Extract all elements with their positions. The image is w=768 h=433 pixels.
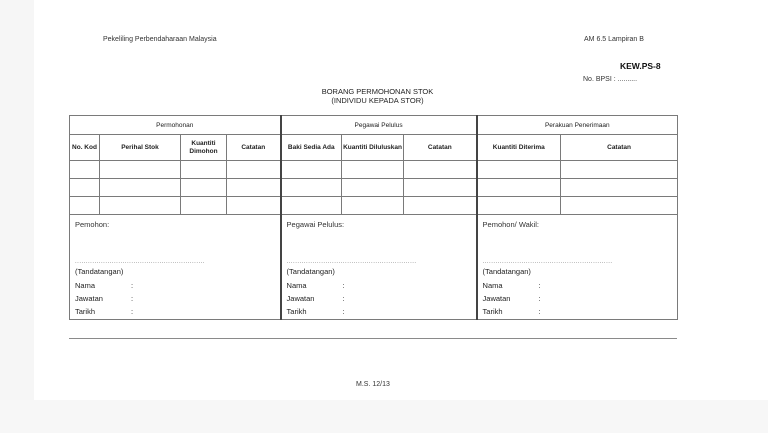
footer-divider	[69, 338, 677, 339]
colon: :	[538, 294, 541, 303]
colon: :	[342, 281, 345, 290]
scan-bottom-margin	[0, 400, 768, 433]
table-cell[interactable]	[100, 197, 181, 215]
table-cell[interactable]	[342, 197, 404, 215]
bpsi-number: No. BPSI : ..........	[583, 76, 638, 83]
signature-role: Pemohon/ Wakil:	[482, 220, 539, 229]
table-cell[interactable]	[561, 179, 678, 197]
table-cell[interactable]	[281, 197, 342, 215]
position-field[interactable]	[75, 294, 133, 303]
column-header-baki-sedia-ada: Baki Sedia Ada	[281, 135, 342, 161]
table-cell[interactable]	[561, 197, 678, 215]
table-cell[interactable]	[477, 197, 561, 215]
date-label: Tarikh	[75, 307, 96, 316]
table-cell[interactable]	[404, 161, 477, 179]
table-cell[interactable]	[342, 161, 404, 179]
table-row	[70, 197, 678, 215]
column-header-catatan: Catatan	[561, 135, 678, 161]
table-cell[interactable]	[281, 179, 342, 197]
circular-reference: Pekeliling Perbendaharaan Malaysia	[103, 36, 217, 43]
table-cell[interactable]	[70, 179, 100, 197]
table-row	[70, 161, 678, 179]
name-label: Nama	[286, 281, 307, 290]
name-label: Nama	[482, 281, 503, 290]
colon: :	[538, 307, 541, 316]
table-cell[interactable]	[227, 161, 281, 179]
signature-role: Pemohon:	[75, 220, 110, 229]
signature-caption: (Tandatangan)	[482, 267, 531, 276]
signature-caption: (Tandatangan)	[286, 267, 335, 276]
table-cell[interactable]	[100, 179, 181, 197]
table-cell[interactable]	[227, 197, 281, 215]
group-header-pegawai-pelulus: Pegawai Pelulus	[281, 116, 477, 135]
table-cell[interactable]	[477, 161, 561, 179]
name-label: Nama	[75, 281, 96, 290]
group-header-perakuan-penerimaan: Perakuan Penerimaan	[477, 116, 678, 135]
date-field[interactable]	[287, 307, 345, 316]
signature-block-pegawai-pelulus	[281, 215, 477, 320]
table-cell[interactable]	[181, 179, 227, 197]
column-header-perihal-stok: Perihal Stok	[100, 135, 181, 161]
column-header-no-kod: No. Kod	[70, 135, 100, 161]
date-field[interactable]	[483, 307, 541, 316]
signature-role: Pegawai Pelulus:	[286, 220, 345, 229]
colon: :	[342, 294, 345, 303]
table-cell[interactable]	[342, 179, 404, 197]
column-header-kuantiti-diluluskan: Kuantiti Diluluskan	[342, 135, 404, 161]
position-label: Jawatan	[286, 294, 315, 303]
form-code: KEW.PS-8	[620, 61, 661, 71]
column-header-kuantiti-diterima: Kuantiti Diterima	[477, 135, 561, 161]
table-cell[interactable]	[181, 161, 227, 179]
name-field[interactable]	[287, 281, 345, 290]
table-cell[interactable]	[227, 179, 281, 197]
table-cell[interactable]	[404, 197, 477, 215]
group-header-permohonan: Permohonan	[70, 116, 281, 135]
scan-margin	[0, 0, 34, 433]
table-cell[interactable]	[181, 197, 227, 215]
colon: :	[342, 307, 345, 316]
table-cell[interactable]	[70, 197, 100, 215]
signature-block-pemohon-wakil	[477, 215, 678, 320]
form-title: BORANG PERMOHONAN STOK	[321, 87, 434, 96]
page-number: M.S. 12/13	[356, 381, 390, 388]
column-header-kuantiti-dimohon: Kuantiti Dimohon	[181, 135, 227, 161]
signature-caption: (Tandatangan)	[75, 267, 124, 276]
name-field[interactable]	[483, 281, 541, 290]
table-cell[interactable]	[100, 161, 181, 179]
name-field[interactable]	[75, 281, 133, 290]
stock-request-table	[69, 115, 678, 320]
table-cell[interactable]	[70, 161, 100, 179]
colon: :	[538, 281, 541, 290]
colon: :	[131, 294, 134, 303]
date-label: Tarikh	[482, 307, 503, 316]
position-field[interactable]	[287, 294, 345, 303]
column-header-catatan: Catatan	[227, 135, 281, 161]
position-field[interactable]	[483, 294, 541, 303]
table-cell[interactable]	[477, 179, 561, 197]
colon: :	[131, 307, 134, 316]
table-cell[interactable]	[404, 179, 477, 197]
table-row	[70, 179, 678, 197]
position-label: Jawatan	[75, 294, 103, 303]
appendix-reference: AM 6.5 Lampiran B	[584, 36, 644, 43]
position-label: Jawatan	[482, 294, 511, 303]
table-cell[interactable]	[561, 161, 678, 179]
signature-line[interactable]: ............................................................	[482, 259, 613, 265]
colon: :	[131, 281, 134, 290]
signature-block-pemohon	[70, 215, 281, 320]
table-cell[interactable]	[281, 161, 342, 179]
signature-line[interactable]: ............................................................	[75, 259, 206, 265]
form-subtitle: (INDIVIDU KEPADA STOR)	[331, 96, 424, 105]
column-header-catatan: Catatan	[404, 135, 477, 161]
signature-line[interactable]: ............................................................	[286, 259, 417, 265]
date-label: Tarikh	[286, 307, 307, 316]
date-field[interactable]	[75, 307, 133, 316]
